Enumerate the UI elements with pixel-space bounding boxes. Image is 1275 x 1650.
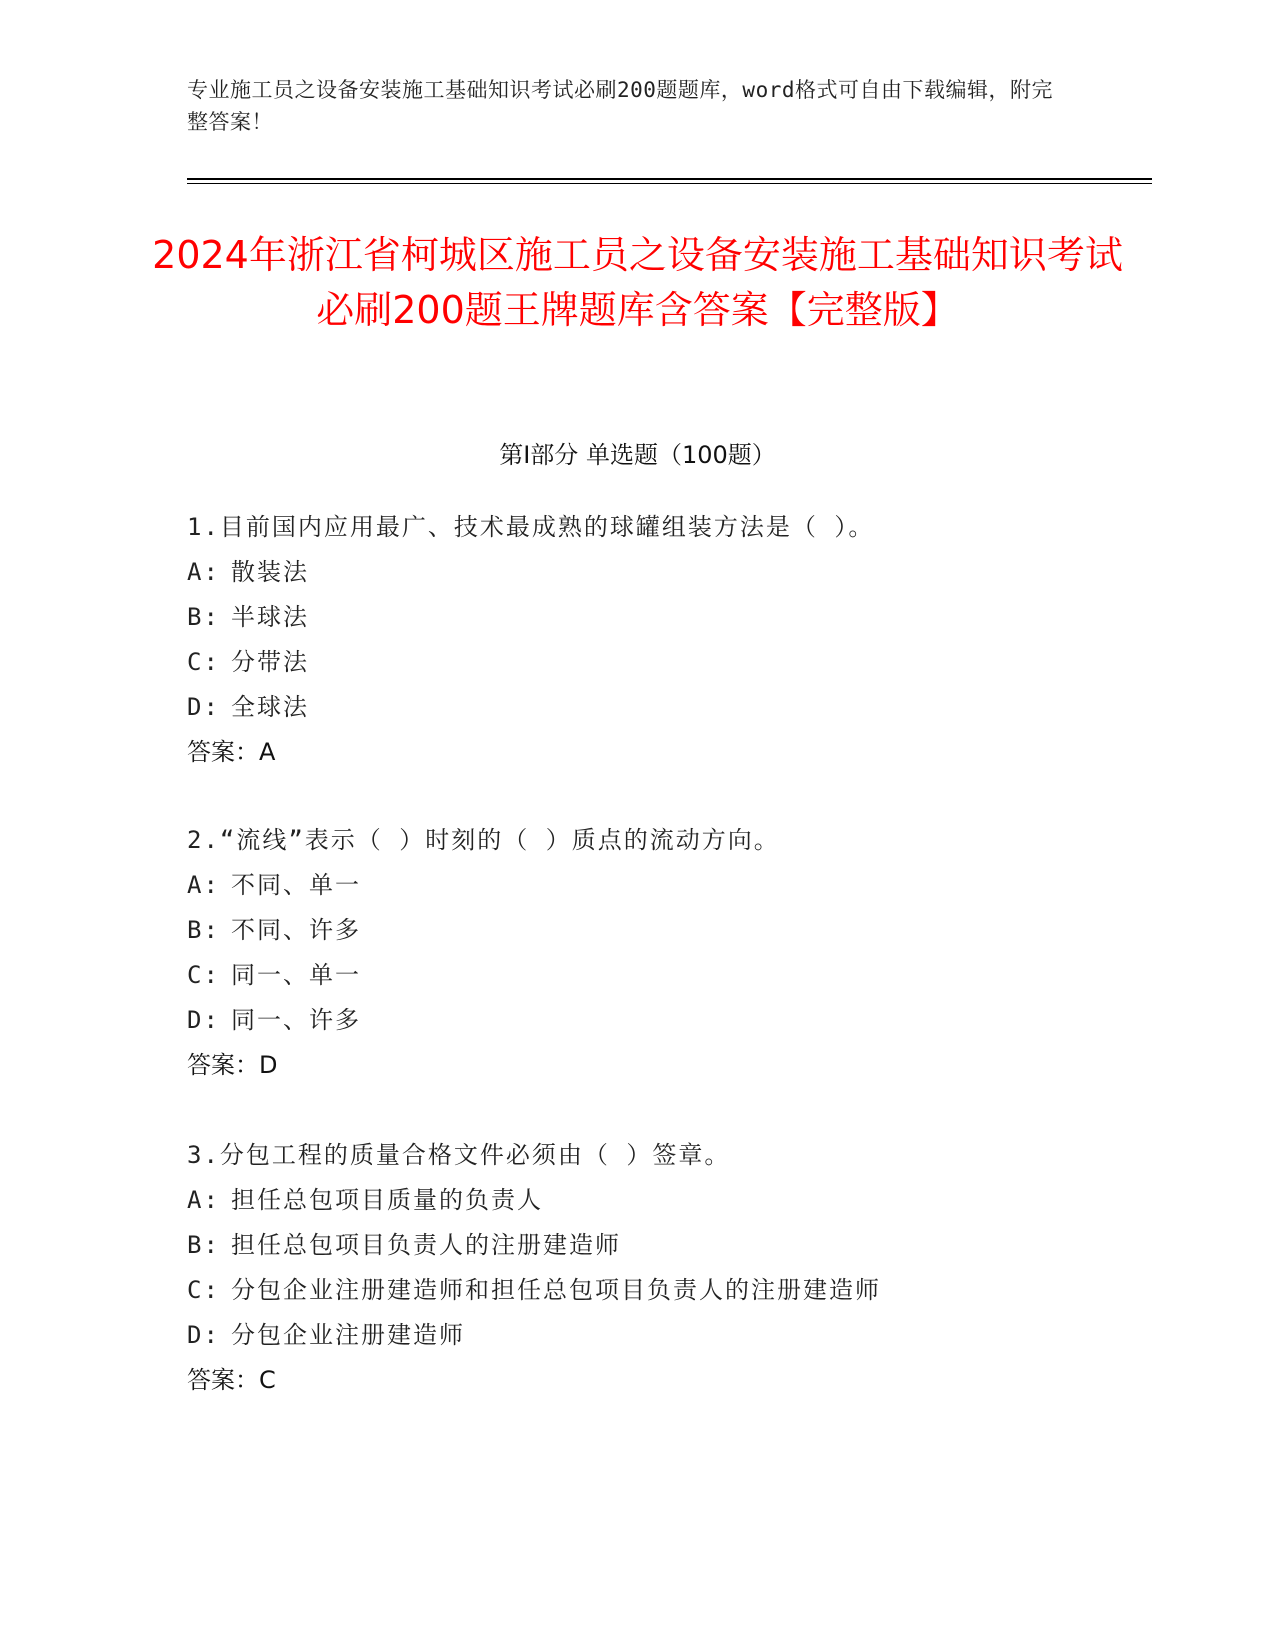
option-b bbox=[187, 908, 1137, 953]
option-text: 半球法 bbox=[231, 603, 309, 631]
option-a bbox=[187, 863, 1137, 908]
question-stem: 1.目前国内应用最广、技术最成熟的球罐组装方法是（ ）。 bbox=[187, 513, 875, 541]
option-b bbox=[187, 1223, 1137, 1268]
option-text: 担任总包项目负责人的注册建造师 bbox=[231, 1231, 621, 1259]
question-2 bbox=[187, 818, 1137, 1088]
header-rule-thick bbox=[187, 178, 1152, 180]
option-text: 不同、许多 bbox=[231, 916, 361, 944]
option-text: 全球法 bbox=[231, 693, 309, 721]
option-d bbox=[187, 998, 1137, 1043]
option-a bbox=[187, 1178, 1137, 1223]
option-d bbox=[187, 1313, 1137, 1358]
option-c bbox=[187, 640, 1137, 685]
option-letter: A: bbox=[187, 558, 220, 586]
option-letter: C: bbox=[187, 1276, 220, 1304]
option-text: 担任总包项目质量的负责人 bbox=[231, 1186, 543, 1214]
option-letter: B: bbox=[187, 1231, 220, 1259]
option-letter: A: bbox=[187, 871, 220, 899]
option-a bbox=[187, 550, 1137, 595]
option-text: 分包企业注册建造师 bbox=[231, 1321, 465, 1349]
answer-line: 答案：D bbox=[187, 1051, 278, 1079]
option-c bbox=[187, 953, 1137, 998]
option-text: 同一、单一 bbox=[231, 961, 361, 989]
option-d bbox=[187, 685, 1137, 730]
option-c bbox=[187, 1268, 1137, 1313]
option-letter: C: bbox=[187, 961, 220, 989]
section-heading: 第Ⅰ部分 单选题（100题） bbox=[499, 441, 776, 469]
option-letter: B: bbox=[187, 916, 220, 944]
header-note: 专业施工员之设备安装施工基础知识考试必刷200题题库，word格式可自由下载编辑，附完整答案！ bbox=[187, 78, 1053, 134]
option-letter: C: bbox=[187, 648, 220, 676]
question-1 bbox=[187, 505, 1137, 775]
option-letter: D: bbox=[187, 1321, 220, 1349]
option-text: 散装法 bbox=[231, 558, 309, 586]
answer-line: 答案：A bbox=[187, 738, 276, 766]
question-stem: 3.分包工程的质量合格文件必须由（ ）签章。 bbox=[187, 1141, 731, 1169]
option-text: 不同、单一 bbox=[231, 871, 361, 899]
header-rule-thin bbox=[187, 183, 1152, 184]
option-text: 分带法 bbox=[231, 648, 309, 676]
answer-line: 答案：C bbox=[187, 1366, 276, 1394]
option-text: 同一、许多 bbox=[231, 1006, 361, 1034]
question-stem: 2.“流线”表示（ ）时刻的（ ）质点的流动方向。 bbox=[187, 826, 780, 854]
option-b bbox=[187, 595, 1137, 640]
option-text: 分包企业注册建造师和担任总包项目负责人的注册建造师 bbox=[231, 1276, 881, 1304]
document-title: 2024年浙江省柯城区施工员之设备安装施工基础知识考试必刷200题王牌题库含答案【完整版】 bbox=[152, 233, 1123, 332]
option-letter: D: bbox=[187, 1006, 220, 1034]
option-letter: B: bbox=[187, 603, 220, 631]
option-letter: D: bbox=[187, 693, 220, 721]
question-3 bbox=[187, 1133, 1137, 1403]
option-letter: A: bbox=[187, 1186, 220, 1214]
